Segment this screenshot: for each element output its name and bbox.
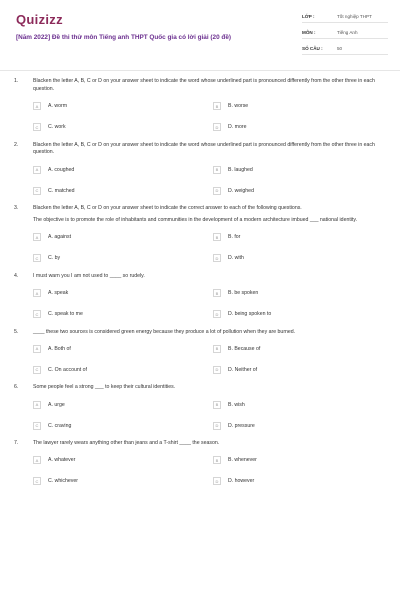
answer-options: [33, 455, 392, 487]
answer-option[interactable]: [213, 455, 393, 466]
option-letter-box: C: [33, 422, 41, 430]
option-letter-box: D: [213, 422, 221, 430]
answer-options: [33, 164, 392, 196]
answer-option[interactable]: [33, 399, 213, 410]
option-letter-box: A: [33, 233, 41, 241]
option-letter-box: A: [33, 102, 41, 110]
option-text: C. work: [48, 124, 66, 131]
option-text: A. against: [48, 234, 72, 241]
question-number: 3.: [14, 205, 19, 212]
option-text: D. weighed: [228, 187, 254, 194]
question-item: [0, 440, 400, 487]
option-letter-box: D: [213, 310, 221, 318]
answer-option[interactable]: [213, 101, 393, 112]
answer-option[interactable]: [213, 364, 393, 375]
question-number: 7.: [14, 440, 19, 447]
answer-option[interactable]: [33, 364, 213, 375]
option-letter-box: B: [213, 401, 221, 409]
option-text: A. coughed: [48, 166, 75, 173]
meta-value: Tốt nghiệp THPT: [337, 14, 372, 19]
option-text: D. pressure: [228, 422, 255, 429]
answer-option[interactable]: [213, 399, 393, 410]
answer-option[interactable]: [213, 288, 393, 299]
option-text: C. matched: [48, 187, 75, 194]
option-text: B. Because of: [228, 345, 261, 352]
option-text: A. urge: [48, 401, 65, 408]
answer-option[interactable]: [33, 101, 213, 112]
question-text: Blacken the letter A, B, C or D on your answer sheet to indicate the word whose underlined part is pronounced differently from the other three in each question.: [33, 78, 375, 92]
answer-option[interactable]: [33, 455, 213, 466]
option-text: D. Neither of: [228, 366, 258, 373]
option-text: B. whenever: [228, 457, 257, 464]
quizizz-logo: Quizizz: [16, 12, 63, 27]
option-text: C. craving: [48, 422, 72, 429]
option-letter-box: C: [33, 477, 41, 485]
option-text: B. laughed: [228, 166, 253, 173]
option-text: D. with: [228, 255, 244, 262]
header-divider: [0, 70, 400, 71]
option-text: B. wish: [228, 401, 245, 408]
question-item: [0, 384, 400, 431]
option-text: A. Both of: [48, 345, 71, 352]
answer-option[interactable]: [213, 476, 393, 487]
option-letter-box: D: [213, 123, 221, 131]
meta-row: [302, 44, 388, 55]
answer-option[interactable]: [33, 288, 213, 299]
option-text: A. whatever: [48, 457, 76, 464]
option-text: C. On account of: [48, 366, 87, 373]
option-letter-box: B: [213, 456, 221, 464]
option-letter-box: A: [33, 289, 41, 297]
answer-option[interactable]: [33, 476, 213, 487]
question-number: 1.: [14, 78, 19, 84]
question-item: [0, 78, 400, 133]
answer-option[interactable]: [33, 232, 213, 243]
option-letter-box: B: [213, 233, 221, 241]
answer-option[interactable]: [33, 253, 213, 264]
question-text: Blacken the letter A, B, C or D on your answer sheet to indicate the correct answer to each of the following questions.: [33, 205, 302, 212]
worksheet-header: [0, 0, 400, 68]
option-letter-box: B: [213, 166, 221, 174]
option-text: A. worm: [48, 103, 68, 110]
answer-option[interactable]: [213, 122, 393, 133]
meta-label: SỐ CÂU :: [302, 46, 323, 51]
answer-options: [33, 232, 392, 264]
option-letter-box: A: [33, 166, 41, 174]
meta-value: 50: [337, 46, 343, 51]
answer-option[interactable]: [213, 185, 393, 196]
answer-option[interactable]: [33, 343, 213, 354]
meta-label: MÔN :: [302, 30, 316, 35]
option-letter-box: D: [213, 254, 221, 262]
question-list: [0, 78, 400, 496]
question-item: [0, 273, 400, 320]
option-letter-box: C: [33, 187, 41, 195]
answer-options: [33, 343, 392, 375]
option-text: C. speak to me: [48, 311, 83, 318]
question-text: Blacken the letter A, B, C or D on your answer sheet to indicate the word whose underlined part is pronounced differently from the other three in each question.: [33, 141, 375, 156]
option-text: A. speak: [48, 290, 69, 297]
meta-label: LỚP :: [302, 14, 315, 19]
option-letter-box: C: [33, 366, 41, 374]
option-letter-box: A: [33, 456, 41, 464]
option-text: B. be spoken: [228, 290, 259, 297]
option-letter-box: B: [213, 289, 221, 297]
option-text: D. however: [228, 478, 255, 485]
option-letter-box: B: [213, 345, 221, 353]
answer-option[interactable]: [213, 343, 393, 354]
answer-option[interactable]: [33, 164, 213, 175]
option-text: B. worse: [228, 103, 249, 110]
question-text: Some people feel a strong ___ to keep their cultural identities.: [33, 384, 176, 391]
question-number: 5.: [14, 328, 19, 335]
option-letter-box: A: [33, 401, 41, 409]
option-letter-box: C: [33, 310, 41, 318]
option-letter-box: B: [213, 102, 221, 110]
answer-option[interactable]: [213, 164, 393, 175]
answer-option[interactable]: [33, 309, 213, 320]
option-text: D. more: [228, 124, 247, 131]
answer-options: [33, 101, 392, 133]
answer-option[interactable]: [33, 420, 213, 431]
answer-options: [33, 399, 392, 431]
option-letter-box: D: [213, 187, 221, 195]
question-number: 2.: [14, 141, 19, 148]
meta-row: [302, 28, 388, 39]
answer-options: [33, 288, 392, 320]
meta-value: Tiếng Anh: [337, 30, 358, 35]
option-text: C. whichever: [48, 478, 78, 485]
answer-option[interactable]: [213, 232, 393, 243]
worksheet-title: [Năm 2022] Đề thi thử môn Tiếng anh THPT Quốc gia có lời giải (20 đề): [16, 34, 232, 41]
question-text: The objective is to promote the role of inhabitants and communities in the development of a modern architecture imbued ___ national identity.: [33, 216, 358, 223]
question-text: ____ these two sources is considered green energy because they produce a lot of pollution when they are burned.: [33, 328, 296, 335]
option-letter-box: A: [33, 345, 41, 353]
answer-option[interactable]: [213, 420, 393, 431]
answer-option[interactable]: [33, 185, 213, 196]
question-text: The lawyer rarely wears anything other than jeans and a T-shirt ____ the season.: [33, 440, 220, 447]
worksheet-meta: [302, 12, 388, 60]
question-item: [0, 205, 400, 264]
question-number: 6.: [14, 384, 19, 391]
question-number: 4.: [14, 272, 19, 279]
meta-row: [302, 12, 388, 23]
question-item: [0, 142, 400, 197]
option-letter-box: C: [33, 254, 41, 262]
option-letter-box: C: [33, 123, 41, 131]
question-text: I must warn you I am not used to ____ so rudely.: [33, 272, 145, 279]
option-text: C. by: [48, 255, 61, 262]
answer-option[interactable]: [213, 253, 393, 264]
question-item: [0, 329, 400, 376]
option-letter-box: D: [213, 366, 221, 374]
option-text: B. for: [228, 234, 241, 241]
answer-option[interactable]: [213, 309, 393, 320]
option-text: D. being spoken to: [228, 311, 272, 318]
option-letter-box: D: [213, 477, 221, 485]
answer-option[interactable]: [33, 122, 213, 133]
